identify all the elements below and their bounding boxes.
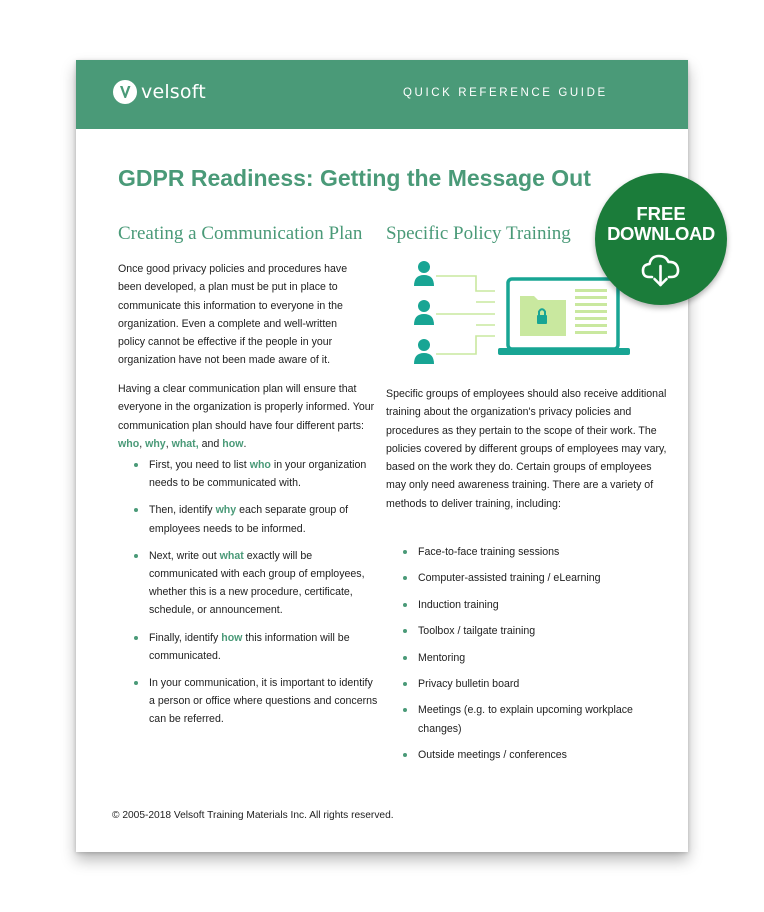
list-item: [149, 456, 379, 492]
copyright-footer: © 2005-2018 Velsoft Training Materials Inc. All rights reserved.: [112, 810, 394, 821]
bullet-text: exactly will be communicated with each group of employees, whether this is a new procedure, certificate, schedule, or announcement.: [149, 549, 365, 617]
word-and: and: [201, 437, 220, 450]
list-item: Meetings (e.g. to explain upcoming workplace changes): [418, 701, 678, 737]
list-item: [149, 629, 379, 665]
list-item: Induction training: [418, 596, 678, 614]
velsoft-logo: [113, 80, 206, 104]
badge-line-free: FREE: [636, 203, 686, 224]
badge-line-download: DOWNLOAD: [607, 223, 715, 244]
logo-text: velsoft: [141, 81, 206, 103]
document-page: [76, 60, 688, 852]
list-item: Privacy bulletin board: [418, 675, 678, 693]
training-illustration: [410, 256, 630, 373]
list-item: Mentoring: [418, 649, 678, 667]
paragraph-four-parts-text: Having a clear communication plan will ensure that everyone in the organization is properly informed. Your communication plan should have four different parts:: [118, 383, 375, 432]
list-item: [149, 674, 379, 729]
velsoft-logo-icon: [113, 80, 137, 104]
guide-label: QUICK REFERENCE GUIDE: [403, 87, 608, 99]
paragraph-four-parts: Having a clear communication plan will ensure that everyone in the organization is properly informed. Your communication plan should have four different parts: who, why, what, and how.: [118, 383, 375, 450]
highlight-who: who: [118, 437, 140, 450]
free-download-badge[interactable]: [595, 173, 727, 305]
page-header: [76, 60, 688, 129]
bullet-highlight: what: [219, 549, 244, 562]
highlight-what: what,: [171, 437, 199, 450]
list-item: [149, 501, 379, 537]
paragraph-intro: Once good privacy policies and procedures have been developed, a plan must be put in place to communicate this information to everyone in the organization. Even a complete and well-written policy cannot be effective if the people in your organization have not been made aware of it.: [118, 263, 348, 367]
bullet-text: in your organization needs to be communicated with.: [149, 459, 367, 490]
communication-steps-list: [149, 456, 379, 738]
list-item: Toolbox / tailgate training: [418, 622, 678, 640]
highlight-why: why: [145, 437, 166, 450]
bullet-text: Next, write out: [149, 549, 217, 562]
list-item: Computer-assisted training / eLearning: [418, 569, 678, 587]
training-methods-list: [418, 543, 678, 772]
paragraph-policy-training: Specific groups of employees should also receive additional training about the organization's privacy policies and procedures as they pertain to the scope of their work. The policies covered by different groups of employees may vary, based on the work they do. Certain groups of employees may only need awareness training. There are a variety of methods to deliver training, including:: [386, 388, 667, 510]
person-icon: [414, 300, 434, 325]
highlight-how: how: [222, 437, 244, 450]
section-heading-communication-plan: Creating a Communication Plan: [118, 223, 363, 244]
list-item: [149, 547, 379, 620]
section-heading-policy-training: Specific Policy Training: [386, 223, 571, 244]
cloud-download-icon: [640, 249, 682, 294]
bullet-highlight: who: [249, 459, 271, 471]
laptop-icon: [498, 279, 630, 355]
bullet-text: In your communication, it is important to identify a person or office where questions and concerns can be referred.: [149, 677, 378, 726]
page-title: GDPR Readiness: Getting the Message Out: [118, 165, 591, 191]
list-item: Outside meetings / conferences: [418, 746, 678, 764]
bullet-highlight: how: [221, 631, 243, 644]
bullet-text: Finally, identify: [149, 631, 219, 644]
bullet-text: First, you need to list: [149, 459, 247, 471]
bullet-text: each separate group of employees needs to be informed.: [149, 504, 349, 535]
bullet-text: this information will be communicated.: [149, 631, 350, 662]
person-icon: [414, 339, 434, 364]
list-item: Face-to-face training sessions: [418, 543, 678, 561]
person-icon: [414, 261, 434, 286]
bullet-highlight: why: [215, 504, 237, 517]
folder-lock-icon: [520, 296, 566, 336]
bullet-text: Then, identify: [149, 504, 213, 517]
